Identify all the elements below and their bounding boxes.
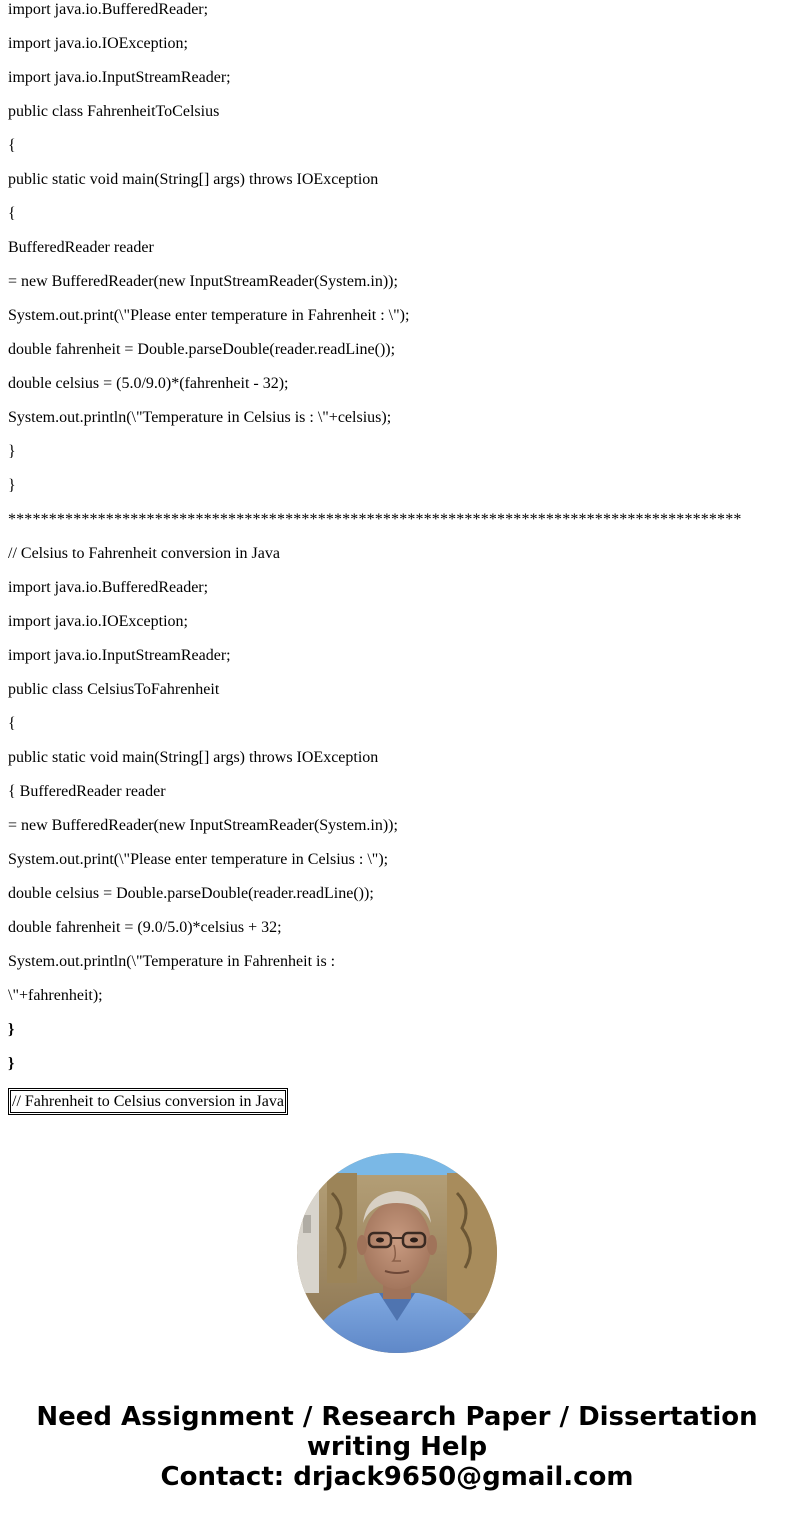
code-line: import java.io.InputStreamReader;	[8, 69, 231, 86]
code-line: BufferedReader reader	[8, 239, 154, 256]
code-comment: // Celsius to Fahrenheit conversion in Java	[8, 545, 280, 562]
code-line: double celsius = Double.parseDouble(reader.readLine());	[8, 885, 374, 902]
code-line: import java.io.BufferedReader;	[8, 1, 209, 18]
code-line-bold: }	[8, 1021, 15, 1038]
code-line: = new BufferedReader(new InputStreamReader(System.in));	[8, 273, 398, 290]
author-avatar	[297, 1153, 497, 1353]
code-line: public static void main(String[] args) throws IOException	[8, 171, 379, 188]
code-line: public static void main(String[] args) throws IOException	[8, 749, 379, 766]
code-line: {	[8, 715, 16, 732]
code-heading-table	[8, 1088, 288, 1115]
author-portrait-image	[297, 1153, 497, 1353]
code-line: {	[8, 137, 16, 154]
code-line: double fahrenheit = (9.0/5.0)*celsius + 32;	[8, 919, 282, 936]
code-line: }	[8, 477, 16, 494]
separator-line: ******************************************************************************************	[8, 511, 742, 528]
code-line: = new BufferedReader(new InputStreamReader(System.in));	[8, 817, 398, 834]
code-line: System.out.println(\"Temperature in Fahrenheit is :	[8, 953, 336, 970]
code-block	[8, 0, 788, 1088]
code-line: System.out.print(\"Please enter temperature in Fahrenheit : \");	[8, 307, 410, 324]
code-line: }	[8, 443, 16, 460]
code-line: public class FahrenheitToCelsius	[8, 103, 220, 120]
code-line: \"+fahrenheit);	[8, 987, 103, 1004]
code-line: import java.io.IOException;	[8, 613, 188, 630]
footer-headline: Need Assignment / Research Paper / Dissertation	[36, 1402, 758, 1432]
code-line: { BufferedReader reader	[8, 783, 166, 800]
contact-footer	[0, 1402, 794, 1492]
code-heading-cell: // Fahrenheit to Celsius conversion in Java	[10, 1090, 286, 1113]
code-line: {	[8, 205, 16, 222]
code-line: double celsius = (5.0/9.0)*(fahrenheit - 32);	[8, 375, 289, 392]
footer-subline: writing Help	[306, 1432, 488, 1462]
code-line: public class CelsiusToFahrenheit	[8, 681, 220, 698]
code-line-bold: }	[8, 1055, 15, 1072]
code-line: import java.io.IOException;	[8, 35, 188, 52]
code-line: import java.io.InputStreamReader;	[8, 647, 231, 664]
code-line: System.out.println(\"Temperature in Celsius is : \"+celsius);	[8, 409, 392, 426]
code-line: double fahrenheit = Double.parseDouble(reader.readLine());	[8, 341, 396, 358]
code-line: import java.io.BufferedReader;	[8, 579, 209, 596]
footer-contact: Contact: drjack9650@gmail.com	[160, 1462, 634, 1492]
code-line: System.out.print(\"Please enter temperature in Celsius : \");	[8, 851, 389, 868]
